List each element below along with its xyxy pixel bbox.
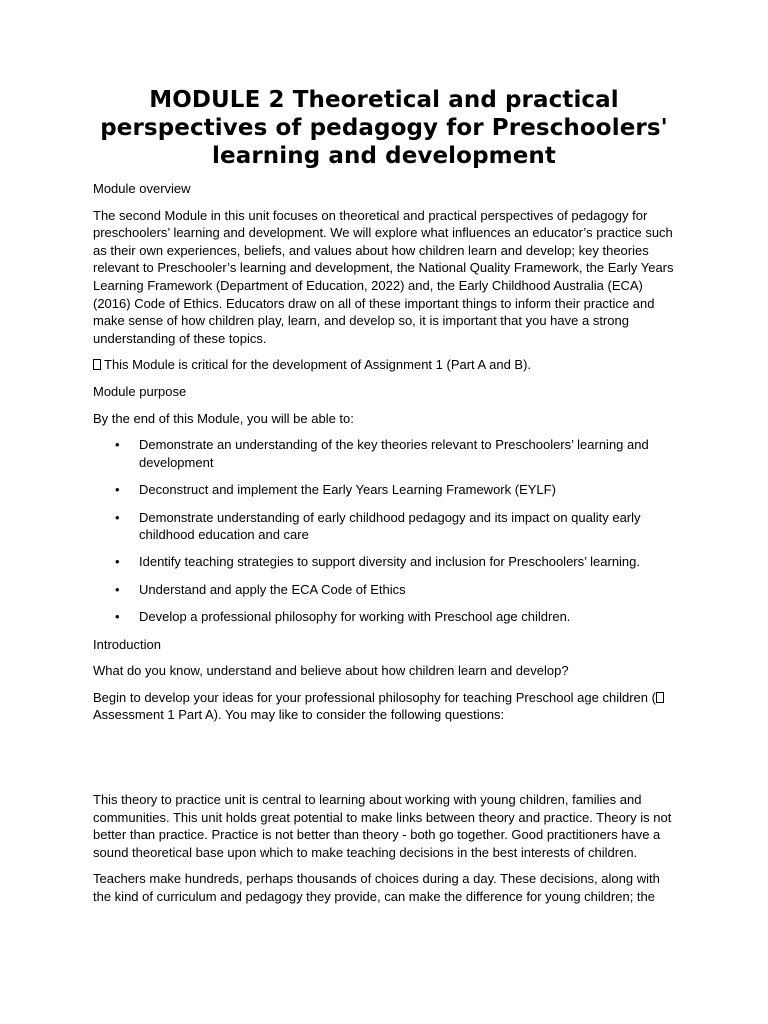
purpose-intro: By the end of this Module, you will be able to: (93, 410, 354, 426)
blank-space (93, 733, 675, 791)
critical-note (93, 356, 675, 374)
missing-glyph-icon (656, 692, 664, 703)
missing-glyph-icon (93, 359, 101, 370)
list-item: • Deconstruct and implement the Early Years Learning Framework (EYLF) (115, 482, 556, 498)
teachers-paragraph: Teachers make hundreds, perhaps thousands of choices during a day. These decisions, along with the kind of curriculum and pedagogy they provide, can make the difference for young children; the (93, 871, 660, 904)
overview-paragraph: The second Module in this unit focuses on theoretical and practical perspectives of pedagogy for preschoolers’ learning and development. We will explore what influences an educator’s practice such as their own experiences, beliefs, and values about how children learn and develop; key theories relevant to Preschooler’s learning and development, the National Quality Framework, the Early Years Learning Framework (Department of Education, 2022) and, the Early Childhood Australia (ECA) (2016) Code of Ethics. Educators draw on all of these important things to inform their practice and make sense of how children play, learn, and develop so, it is important that you have a strong understanding of these topics. (93, 207, 674, 346)
bullet-icon: • (115, 437, 120, 453)
bullet-icon: • (115, 581, 120, 597)
introduction-question: What do you know, understand and believe about how children learn and develop? (93, 663, 569, 679)
bullet-icon: • (115, 509, 120, 525)
list-item: • Demonstrate an understanding of the key theories relevant to Preschoolers’ learning and development (115, 437, 649, 470)
critical-note-text: This Module is critical for the development of Assignment 1 (Part A and B). (104, 357, 532, 373)
bullet-icon: • (115, 482, 120, 498)
philosophy-paragraph: Begin to develop your ideas for your professional philosophy for teaching Preschool age children ( Assessment 1 Part A). You may like to consider the following questions: (93, 689, 675, 724)
objectives-list (93, 436, 675, 626)
list-item: • Develop a professional philosophy for working with Preschool age children. (115, 609, 571, 625)
list-item: • Demonstrate understanding of early childhood pedagogy and its impact on quality early childhood education and care (115, 509, 641, 543)
introduction-heading: Introduction (93, 636, 161, 652)
list-item: • Identify teaching strategies to support diversity and inclusion for Preschoolers’ learning. (115, 554, 641, 570)
bullet-icon: • (115, 554, 120, 570)
bullet-icon: • (115, 609, 120, 625)
overview-heading: Module overview (93, 181, 191, 196)
theory-paragraph: This theory to practice unit is central to learning about working with young children, families and communities. This unit holds great potential to make links between theory and practice. Theory is not better than practice. Practice is not better than theory - both go together. Good practitioners have a sound theoretical base upon which to make teaching decisions in the best interests of children. (93, 792, 672, 860)
module-title: MODULE 2 Theoretical and practical perspectives of pedagogy for Preschoolers' learning and development (100, 87, 668, 169)
purpose-heading: Module purpose (93, 383, 187, 399)
list-item: • Understand and apply the ECA Code of Ethics (115, 581, 406, 597)
